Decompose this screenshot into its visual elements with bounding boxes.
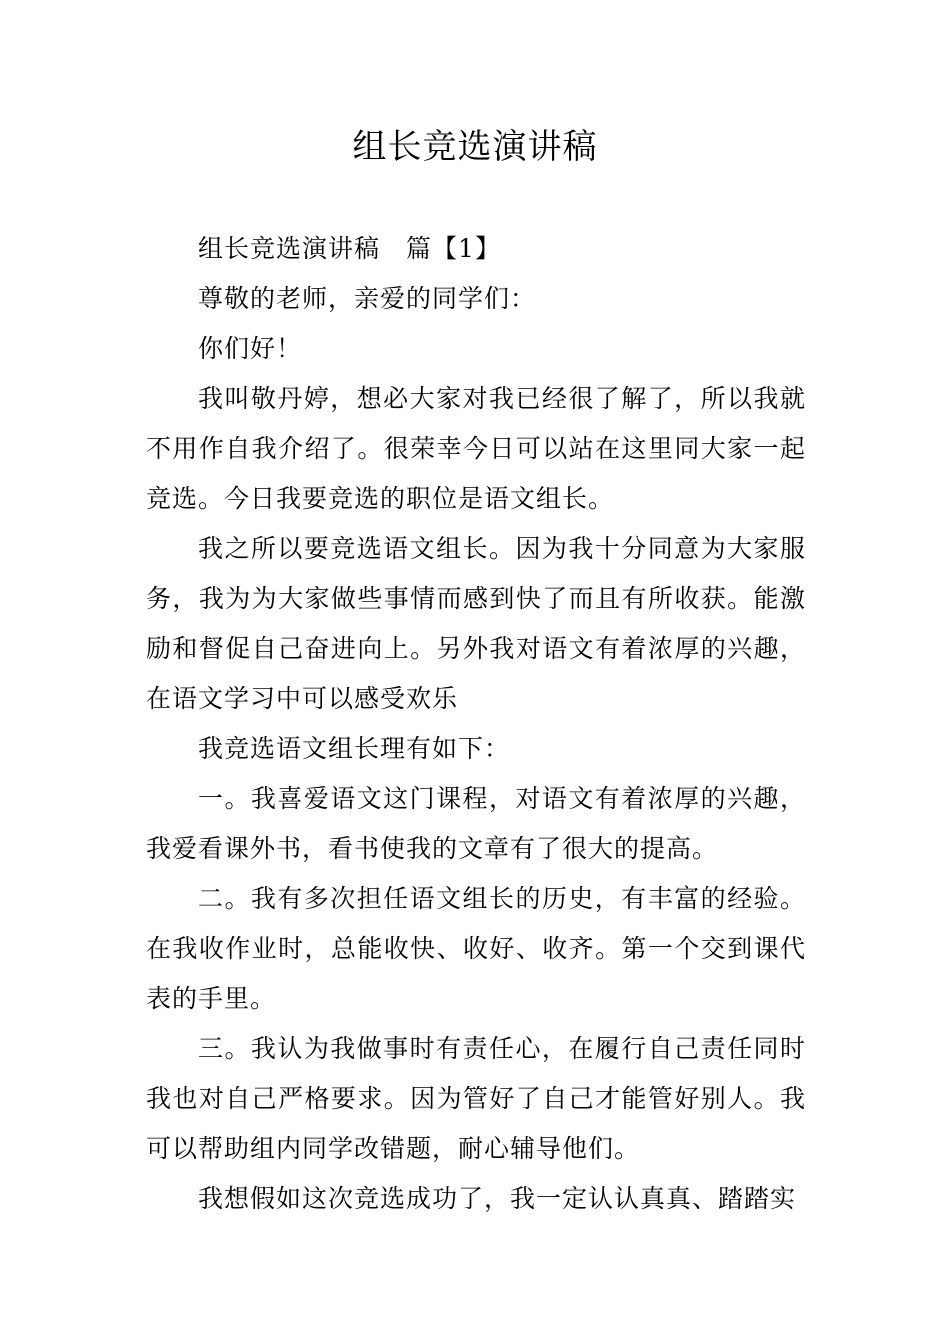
list-item: 一。我喜爱语文这门课程，对语文有着浓厚的兴趣，我爱看课外书，看书使我的文章有了很大的提高。 [146, 784, 806, 863]
paragraph: 我之所以要竞选语文组长。因为我十分同意为大家服务，我为为大家做些事情而感到快了而且有所收获。能激励和督促自己奋进向上。另外我对语文有着浓厚的兴趣，在语文学习中可以感受欢乐 [146, 534, 806, 713]
list-item: 三。我认为我做事时有责任心，在履行自己责任同时我也对自己严格要求。因为管好了自己才能管好别人。我可以帮助组内同学改错题，耐心辅导他们。 [146, 1034, 806, 1163]
section-heading-name: 组长竞选演讲稿 [198, 234, 381, 263]
page-title: 组长竞选演讲稿 [352, 127, 598, 167]
paragraph: 我竞选语文组长理有如下： [198, 734, 511, 763]
paragraph: 我想假如这次竞选成功了，我一定认认真真、踏踏实 [198, 1184, 797, 1213]
section-heading [146, 224, 806, 274]
greeting: 你们好！ [198, 334, 303, 363]
salutation: 尊敬的老师，亲爱的同学们： [198, 284, 537, 313]
document-body [146, 224, 806, 1224]
paragraph: 我叫敬丹婷，想必大家对我已经很了解了，所以我就不用作自我介绍了。很荣幸今日可以站在这里同大家一起竞选。今日我要竞选的职位是语文组长。 [146, 384, 806, 513]
list-item: 二。我有多次担任语文组长的历史，有丰富的经验。在我收作业时，总能收快、收好、收齐。第一个交到课代表的手里。 [146, 884, 806, 1013]
section-heading-part: 篇【1】 [406, 234, 501, 263]
